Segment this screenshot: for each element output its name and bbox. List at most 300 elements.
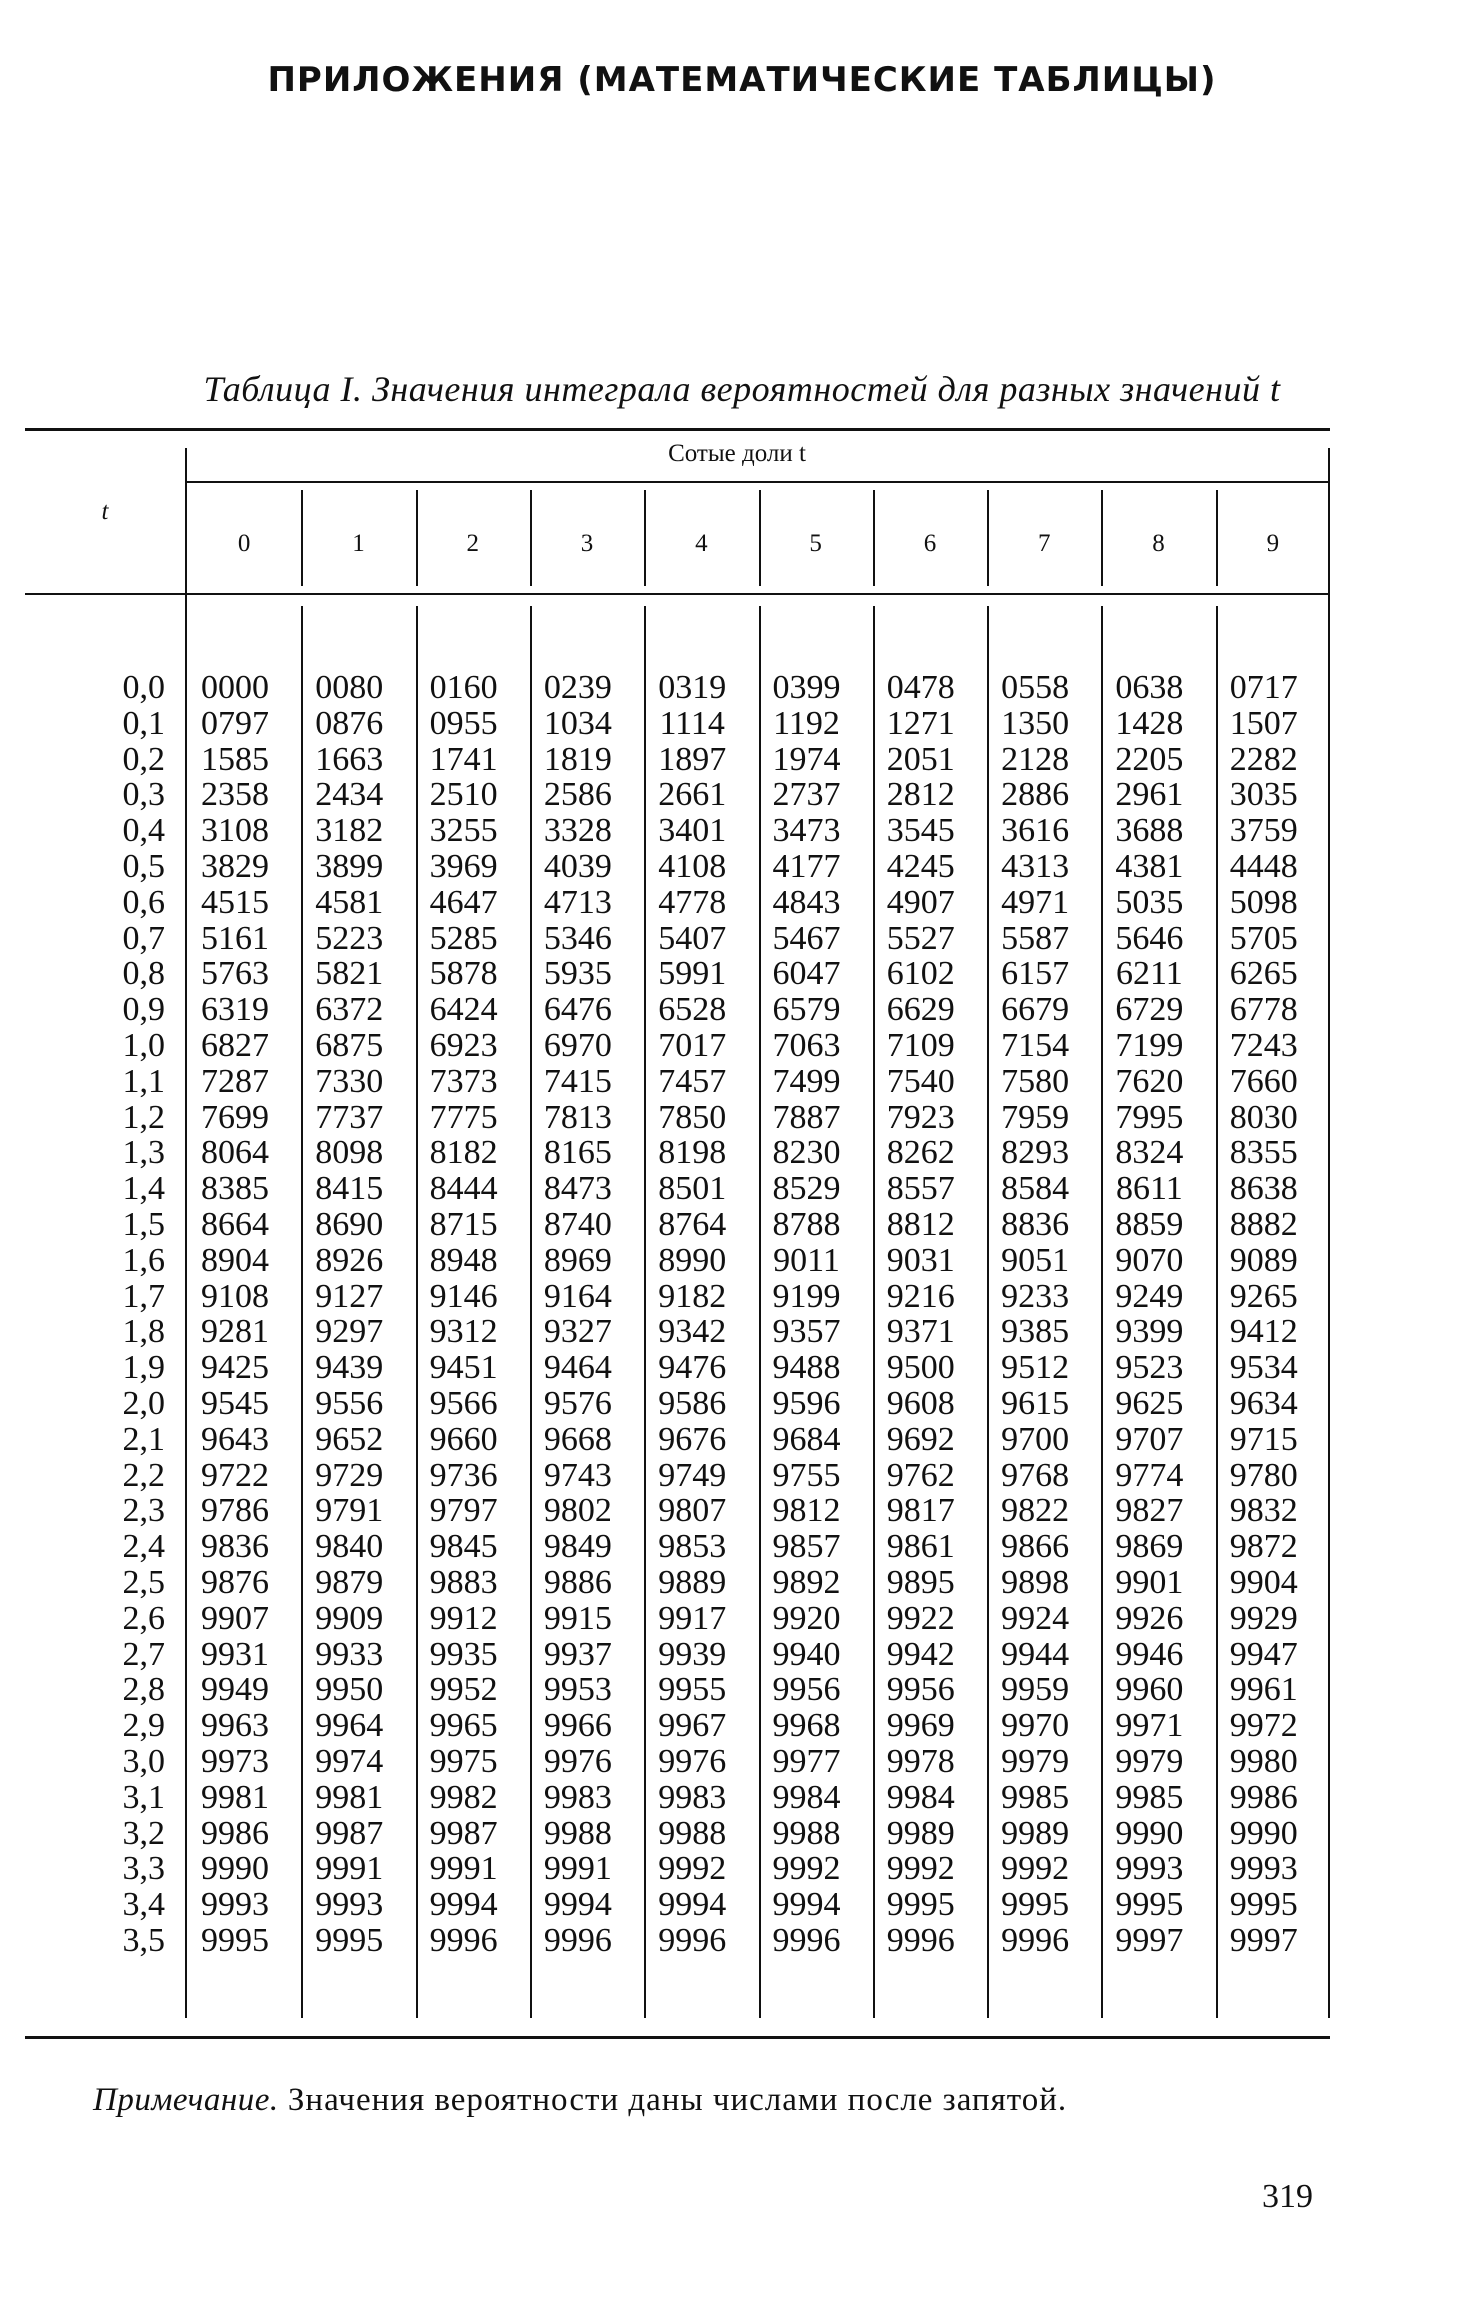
table-cell: 8859 (1115, 1205, 1184, 1243)
t-value: 0,5 (122, 847, 165, 885)
table-cell: 9822 (1001, 1492, 1070, 1530)
table-cell: 0399 (772, 669, 841, 706)
table-cell: 8882 (1229, 1205, 1298, 1243)
table-cell: 9556 (315, 1384, 384, 1422)
table-cell: 1192 (773, 704, 840, 742)
table-cell: 9991 (315, 1850, 384, 1888)
table-cell: 4313 (1001, 847, 1070, 885)
table-cell: 9451 (429, 1349, 498, 1387)
t-column-divider (185, 448, 187, 2018)
table-cell: 9993 (201, 1886, 269, 1924)
table-cell: 9937 (543, 1635, 612, 1673)
table-cell: 7457 (658, 1062, 727, 1100)
table-cell: 2128 (1001, 740, 1070, 778)
table-cell: 7850 (658, 1098, 727, 1136)
table-cell: 1428 (1115, 704, 1184, 742)
table-cell: 0876 (315, 704, 384, 742)
table-cell: 9660 (429, 1420, 498, 1458)
table-cell: 6157 (1001, 955, 1070, 993)
table-cell: 9961 (1229, 1671, 1298, 1709)
table-cell: 0797 (201, 704, 269, 742)
table-cell: 7154 (1001, 1026, 1070, 1064)
table-cell: 8584 (1001, 1170, 1070, 1208)
table-cell: 8926 (315, 1241, 384, 1279)
table-cell: 7660 (1229, 1062, 1298, 1100)
table-cell: 9972 (1229, 1707, 1298, 1745)
table-cell: 9904 (1229, 1563, 1298, 1601)
column-header-0: 0 (237, 530, 251, 557)
table-cell: 9977 (772, 1742, 841, 1780)
table-cell: 9976 (543, 1742, 612, 1780)
table-cell: 7737 (315, 1098, 384, 1136)
table-cell: 8230 (772, 1134, 841, 1172)
table-cell: 9736 (429, 1456, 498, 1494)
table-cell: 7580 (1001, 1062, 1070, 1100)
table-top-rule (25, 428, 1330, 431)
table-cell: 9812 (772, 1492, 841, 1530)
table-cell: 9608 (886, 1384, 955, 1422)
table-cell: 7109 (886, 1026, 955, 1064)
table-cell: 9909 (315, 1599, 384, 1637)
table-cell: 9895 (886, 1563, 955, 1601)
table-cell: 9832 (1229, 1492, 1298, 1530)
table-cell: 7330 (315, 1062, 384, 1100)
table-cell: 9992 (772, 1850, 841, 1888)
body-column-divider (416, 606, 418, 2018)
table-cell: 9523 (1115, 1349, 1184, 1387)
table-cell: 2051 (886, 740, 955, 778)
table-cell: 4448 (1229, 847, 1298, 885)
table-cell: 5098 (1229, 883, 1298, 921)
table-cell: 6211 (1116, 955, 1183, 993)
table-cell: 2358 (201, 776, 269, 814)
row-header-t: t (101, 498, 109, 525)
header-column-divider (987, 490, 989, 586)
table-cell: 9963 (201, 1707, 269, 1745)
table-cell: 9901 (1115, 1563, 1184, 1601)
table-cell: 8098 (315, 1134, 384, 1172)
table-cell: 9983 (543, 1778, 612, 1816)
table-cell: 9108 (201, 1277, 269, 1315)
table-cell: 9715 (1229, 1420, 1298, 1458)
table-cell: 9836 (201, 1528, 269, 1566)
table-cell: 9915 (543, 1599, 612, 1637)
table-cell: 4177 (772, 847, 841, 885)
group-header-rule (187, 481, 1330, 483)
page-number: 319 (1262, 2178, 1313, 2215)
header-column-divider (530, 490, 532, 586)
table-cell: 5821 (315, 955, 384, 993)
table-cell: 9991 (429, 1850, 498, 1888)
table-cell: 3829 (201, 847, 269, 885)
table-cell: 5527 (886, 919, 955, 957)
table-cell: 9956 (886, 1671, 955, 1709)
table-cell: 2434 (315, 776, 384, 814)
table-cell: 9992 (886, 1850, 955, 1888)
table-cell: 9869 (1115, 1528, 1184, 1566)
table-cell: 9994 (772, 1886, 841, 1924)
table-cell: 6319 (201, 991, 269, 1029)
table-cell: 9964 (315, 1707, 384, 1745)
table-cell: 9312 (429, 1313, 498, 1351)
table-cell: 7620 (1115, 1062, 1184, 1100)
table-cell: 6528 (658, 991, 727, 1029)
table-cell: 9898 (1001, 1563, 1070, 1601)
table-cell: 3401 (658, 812, 727, 850)
table-cell: 9412 (1229, 1313, 1298, 1351)
table-cell: 2886 (1001, 776, 1070, 814)
table-cell: 0000 (201, 669, 269, 706)
table-cell: 9802 (543, 1492, 612, 1530)
value-column-8 (1109, 670, 1189, 1959)
table-cell: 3328 (543, 812, 612, 850)
table-cell: 1507 (1229, 704, 1298, 742)
table-cell: 4381 (1115, 847, 1184, 885)
t-value: 1,3 (122, 1134, 165, 1172)
table-cell: 8990 (658, 1241, 727, 1279)
t-value: 2,9 (122, 1707, 165, 1745)
table-cell: 6827 (201, 1026, 269, 1064)
table-cell: 9996 (658, 1921, 727, 1959)
table-cell: 9995 (886, 1886, 955, 1924)
table-cell: 8664 (201, 1205, 269, 1243)
table-cell: 9965 (429, 1707, 498, 1745)
table-cell: 9845 (429, 1528, 498, 1566)
table-cell: 4245 (886, 847, 955, 885)
value-column-9 (1224, 670, 1304, 1959)
table-cell: 9889 (658, 1563, 727, 1601)
t-value-column (55, 670, 165, 1959)
table-cell: 6579 (772, 991, 841, 1029)
table-cell: 9971 (1115, 1707, 1184, 1745)
t-value: 2,0 (122, 1384, 165, 1422)
header-column-divider (301, 490, 303, 586)
table-cell: 9974 (315, 1742, 384, 1780)
column-header-1: 1 (352, 530, 365, 557)
table-cell: 5467 (772, 919, 841, 957)
table-cell: 5285 (429, 919, 498, 957)
value-column-1 (309, 670, 389, 1959)
table-cell: 5035 (1115, 883, 1184, 921)
table-cell: 8715 (429, 1205, 498, 1243)
table-cell: 9700 (1001, 1420, 1070, 1458)
probability-integral-table (25, 428, 1330, 2038)
table-cell: 9953 (543, 1671, 612, 1709)
table-cell: 9994 (658, 1886, 727, 1924)
value-column-7 (995, 670, 1075, 1959)
table-cell: 9780 (1229, 1456, 1298, 1494)
table-cell: 9966 (543, 1707, 612, 1745)
table-cell: 9892 (772, 1563, 841, 1601)
table-cell: 9883 (429, 1563, 498, 1601)
table-cell: 9722 (201, 1456, 269, 1494)
t-value: 0,0 (122, 669, 165, 706)
table-cell: 7540 (886, 1062, 955, 1100)
table-cell: 8638 (1229, 1170, 1298, 1208)
t-value: 0,9 (122, 991, 165, 1029)
table-cell: 9993 (1229, 1850, 1298, 1888)
table-cell: 9684 (772, 1420, 841, 1458)
table-cell: 9879 (315, 1563, 384, 1601)
table-cell: 9676 (658, 1420, 727, 1458)
table-cell: 9031 (886, 1241, 955, 1279)
t-value: 1,9 (122, 1349, 165, 1387)
column-header-6: 6 (923, 530, 937, 557)
table-cell: 9265 (1229, 1277, 1298, 1315)
table-cell: 2586 (543, 776, 612, 814)
table-cell: 9991 (543, 1850, 612, 1888)
t-value: 1,7 (122, 1277, 165, 1315)
table-cell: 5346 (543, 919, 612, 957)
table-cell: 9371 (886, 1313, 955, 1351)
table-cell: 9500 (886, 1349, 955, 1387)
t-value: 3,1 (122, 1778, 165, 1816)
table-cell: 9797 (429, 1492, 498, 1530)
table-cell: 0080 (315, 669, 384, 706)
table-cell: 8293 (1001, 1134, 1070, 1172)
t-value: 2,7 (122, 1635, 165, 1673)
table-cell: 8355 (1229, 1134, 1298, 1172)
table-cell: 9940 (772, 1635, 841, 1673)
body-column-divider (759, 606, 761, 2018)
table-cell: 0478 (886, 669, 955, 706)
table-cell: 4647 (429, 883, 498, 921)
value-column-6 (881, 670, 961, 1959)
table-cell: 9743 (543, 1456, 612, 1494)
table-cell: 6424 (429, 991, 498, 1029)
table-cell: 9997 (1229, 1921, 1298, 1959)
table-cell: 9922 (886, 1599, 955, 1637)
table-cell: 9955 (658, 1671, 727, 1709)
table-cell: 3616 (1001, 812, 1070, 850)
table-cell: 4581 (315, 883, 384, 921)
table-cell: 9995 (1115, 1886, 1184, 1924)
t-value: 1,0 (122, 1026, 165, 1064)
table-cell: 9886 (543, 1563, 612, 1601)
table-cell: 8473 (543, 1170, 612, 1208)
table-cell: 5705 (1229, 919, 1298, 957)
table-cell: 3899 (315, 847, 384, 885)
table-cell: 9933 (315, 1635, 384, 1673)
table-cell: 9996 (429, 1921, 498, 1959)
t-value: 0,8 (122, 955, 165, 993)
table-cell: 4039 (543, 847, 612, 885)
table-cell: 8385 (201, 1170, 269, 1208)
table-cell: 9931 (201, 1635, 269, 1673)
table-right-border (1328, 448, 1330, 2018)
table-cell: 9997 (1115, 1921, 1184, 1959)
table-cell: 9566 (429, 1384, 498, 1422)
value-column-3 (538, 670, 618, 1959)
t-value: 2,4 (122, 1528, 165, 1566)
table-cell: 9975 (429, 1742, 498, 1780)
table-cell: 5587 (1001, 919, 1070, 957)
table-cell: 9917 (658, 1599, 727, 1637)
table-cell: 9625 (1115, 1384, 1184, 1422)
table-cell: 3473 (772, 812, 841, 850)
table-cell: 9995 (201, 1921, 269, 1959)
table-cell: 9817 (886, 1492, 955, 1530)
table-cell: 9545 (201, 1384, 269, 1422)
t-value: 1,8 (122, 1313, 165, 1351)
body-column-divider (1216, 606, 1218, 2018)
table-cell: 1034 (543, 704, 612, 742)
t-value: 0,7 (122, 919, 165, 957)
table-cell: 5161 (201, 919, 269, 957)
table-cell: 9920 (772, 1599, 841, 1637)
table-cell: 6729 (1115, 991, 1184, 1029)
table-cell: 9692 (886, 1420, 955, 1458)
table-cell: 8165 (543, 1134, 612, 1172)
table-cell: 9944 (1001, 1635, 1070, 1673)
table-cell: 1819 (543, 740, 612, 778)
table-cell: 5763 (201, 955, 269, 993)
header-column-divider (873, 490, 875, 586)
table-cell: 8690 (315, 1205, 384, 1243)
table-cell: 9992 (1001, 1850, 1070, 1888)
column-header-7: 7 (1037, 530, 1051, 557)
value-column-2 (424, 670, 504, 1959)
table-cell: 9992 (658, 1850, 727, 1888)
running-head: ПРИЛОЖЕНИЯ (МАТЕМАТИЧЕСКИЕ ТАБЛИЦЫ) (267, 60, 1217, 100)
t-value: 2,6 (122, 1599, 165, 1637)
t-value: 1,1 (122, 1062, 165, 1100)
table-cell: 9011 (773, 1241, 840, 1279)
table-cell: 9952 (429, 1671, 498, 1709)
table-cell: 8064 (201, 1134, 269, 1172)
table-cell: 9281 (201, 1313, 269, 1351)
table-cell: 9861 (886, 1528, 955, 1566)
table-cell: 7923 (886, 1098, 955, 1136)
table-cell: 9990 (201, 1850, 269, 1888)
value-column-4 (652, 670, 732, 1959)
table-cell: 9596 (772, 1384, 841, 1422)
table-cell: 9768 (1001, 1456, 1070, 1494)
table-cell: 9981 (201, 1778, 269, 1816)
table-cell: 9385 (1001, 1313, 1070, 1351)
table-cell: 7887 (772, 1098, 841, 1136)
table-cell: 9996 (886, 1921, 955, 1959)
header-column-divider (1216, 490, 1218, 586)
table-cell: 7199 (1115, 1026, 1184, 1064)
t-value: 2,8 (122, 1671, 165, 1709)
table-cell: 9950 (315, 1671, 384, 1709)
table-cell: 5935 (543, 955, 612, 993)
table-cell: 6875 (315, 1026, 384, 1064)
table-bottom-rule (25, 2036, 1330, 2039)
table-cell: 7959 (1001, 1098, 1070, 1136)
footnote-label: Примечание. (93, 2082, 279, 2118)
table-cell: 9993 (315, 1886, 384, 1924)
table-cell: 9807 (658, 1492, 727, 1530)
table-cell: 9996 (772, 1921, 841, 1959)
table-cell: 9980 (1229, 1742, 1298, 1780)
table-cell: 9946 (1115, 1635, 1184, 1673)
table-cell: 9995 (315, 1921, 384, 1959)
table-cell: 3255 (429, 812, 498, 850)
table-cell: 8904 (201, 1241, 269, 1279)
table-cell: 3688 (1115, 812, 1184, 850)
header-bottom-rule (25, 593, 1330, 595)
value-column-5 (767, 670, 847, 1959)
table-cell: 8198 (658, 1134, 727, 1172)
table-cell: 9956 (772, 1671, 841, 1709)
table-cell: 7499 (772, 1062, 841, 1100)
table-cell: 8182 (429, 1134, 498, 1172)
table-cell: 8788 (772, 1205, 841, 1243)
table-cell: 9989 (1001, 1814, 1070, 1852)
table-cell: 6970 (543, 1026, 612, 1064)
table-cell: 9976 (658, 1742, 727, 1780)
table-cell: 8501 (658, 1170, 727, 1208)
table-cell: 4907 (886, 883, 955, 921)
table-cell: 5646 (1115, 919, 1184, 957)
table-cell: 9994 (543, 1886, 612, 1924)
table-cell: 9576 (543, 1384, 612, 1422)
table-cell: 9979 (1001, 1742, 1070, 1780)
table-cell: 6679 (1001, 991, 1070, 1029)
table-cell: 0955 (429, 704, 498, 742)
table-cell: 9988 (772, 1814, 841, 1852)
header-column-divider (759, 490, 761, 586)
table-cell: 9990 (1229, 1814, 1298, 1852)
table-cell: 5878 (429, 955, 498, 993)
table-cell: 8611 (1116, 1170, 1183, 1208)
body-column-divider (987, 606, 989, 2018)
table-cell: 9907 (201, 1599, 269, 1637)
table-cell: 4515 (201, 883, 269, 921)
table-cell: 0160 (429, 669, 498, 706)
table-cell: 9872 (1229, 1528, 1298, 1566)
body-column-divider (873, 606, 875, 2018)
table-cell: 0638 (1115, 669, 1184, 706)
table-cell: 9439 (315, 1349, 384, 1387)
table-cell: 9942 (886, 1635, 955, 1673)
table-cell: 9327 (543, 1313, 612, 1351)
table-cell: 9199 (772, 1277, 841, 1315)
table-cell: 7775 (429, 1098, 498, 1136)
table-cell: 9849 (543, 1528, 612, 1566)
column-header-2: 2 (466, 530, 479, 557)
table-cell: 9729 (315, 1456, 384, 1494)
footnote (93, 2082, 1067, 2119)
t-value: 2,5 (122, 1563, 165, 1601)
table-cell: 1585 (201, 740, 269, 778)
table-cell: 1897 (658, 740, 727, 778)
table-cell: 9146 (429, 1277, 498, 1315)
table-cell: 9840 (315, 1528, 384, 1566)
table-cell: 9988 (543, 1814, 612, 1852)
table-cell: 2205 (1115, 740, 1184, 778)
table-cell: 9912 (429, 1599, 498, 1637)
table-cell: 4713 (543, 883, 612, 921)
table-cell: 2961 (1115, 776, 1184, 814)
table-cell: 9866 (1001, 1528, 1070, 1566)
table-cell: 2812 (886, 776, 955, 814)
table-cell: 9986 (1229, 1778, 1298, 1816)
table-cell: 9996 (543, 1921, 612, 1959)
table-cell: 2282 (1229, 740, 1298, 778)
table-cell: 3545 (886, 812, 955, 850)
table-cell: 9464 (543, 1349, 612, 1387)
table-cell: 4971 (1001, 883, 1070, 921)
table-cell: 9929 (1229, 1599, 1298, 1637)
table-cell: 3035 (1229, 776, 1298, 814)
table-cell: 2737 (772, 776, 841, 814)
table-cell: 6778 (1229, 991, 1298, 1029)
table-cell: 6047 (772, 955, 841, 993)
table-cell: 9876 (201, 1563, 269, 1601)
